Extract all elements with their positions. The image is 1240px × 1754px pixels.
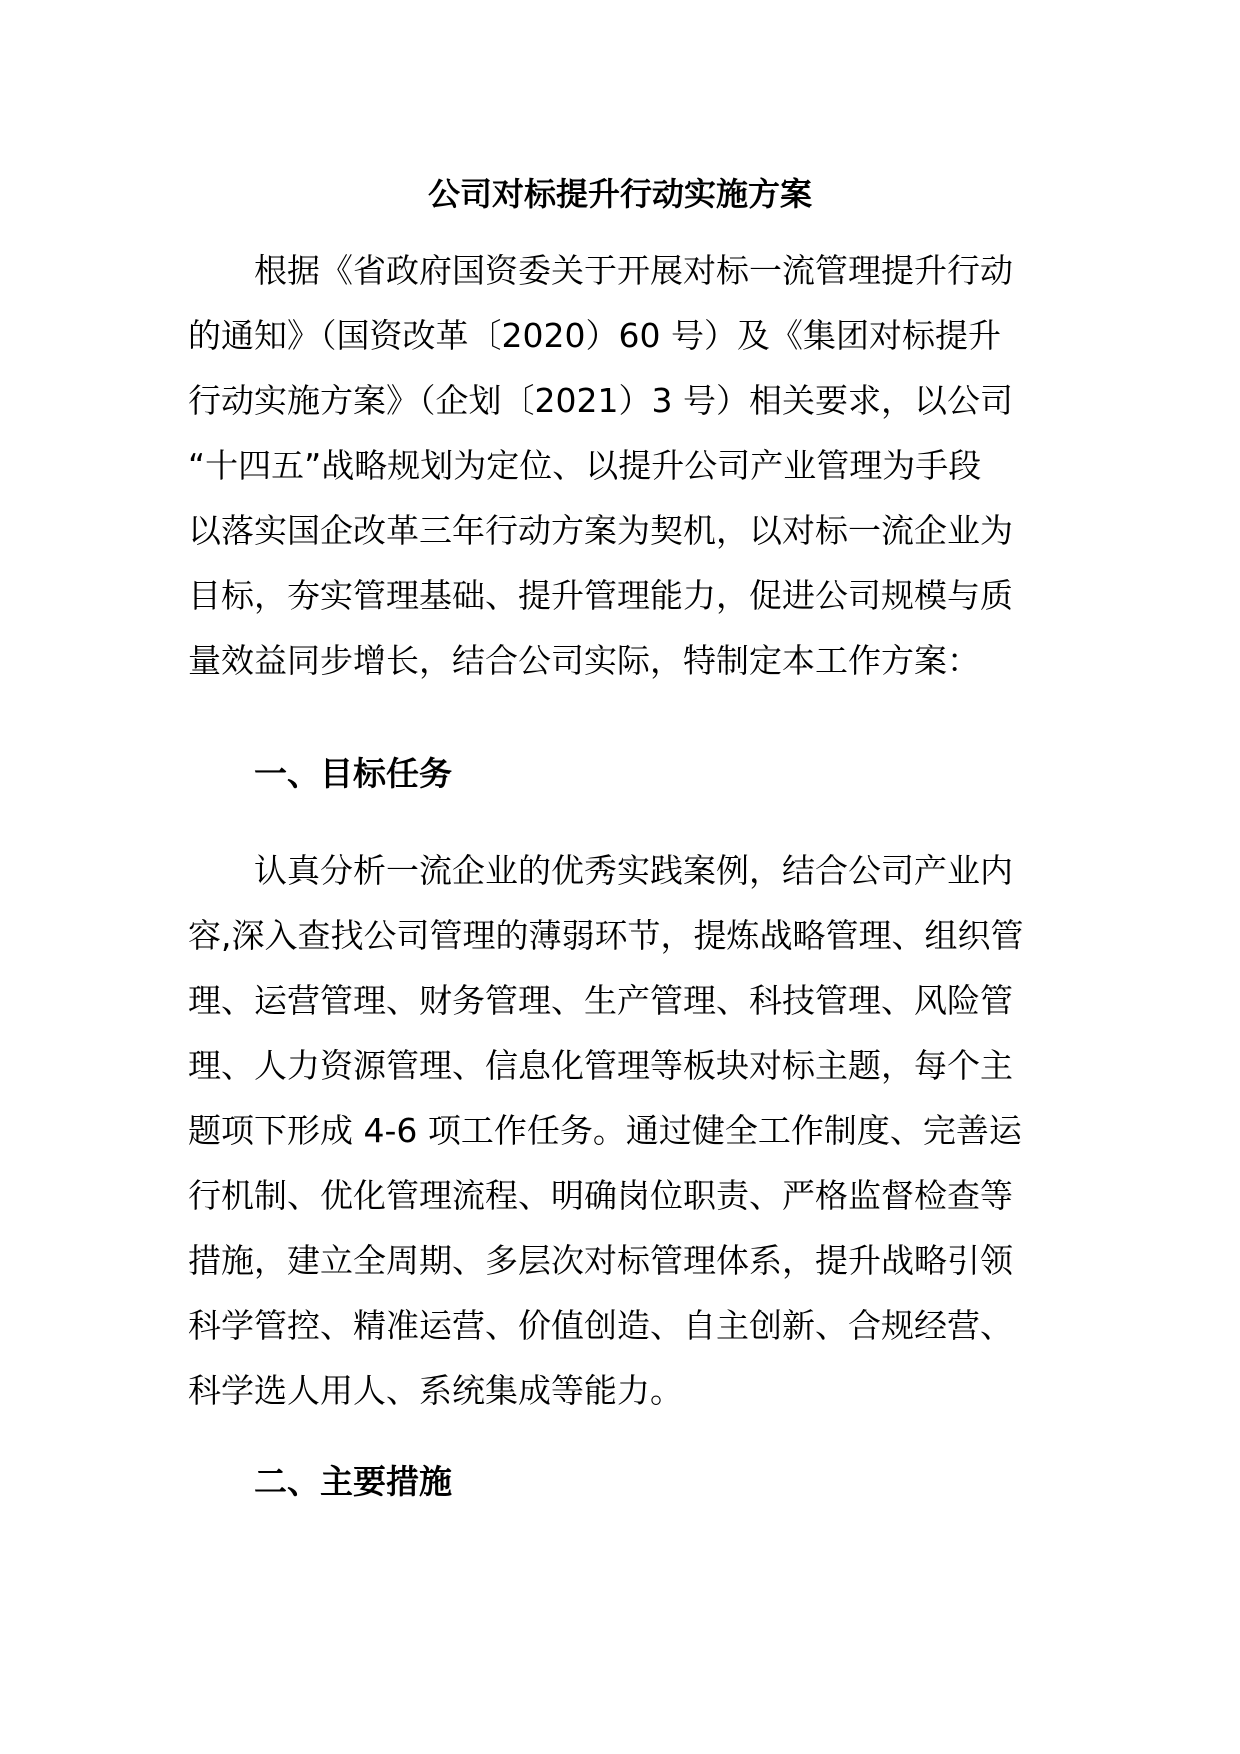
section1-line: 题项下形成 4-6 项工作任务。通过健全工作制度、完善运 xyxy=(188,1111,1022,1150)
section1-line: 容,深入查找公司管理的薄弱环节，提炼战略管理、组织管 xyxy=(188,916,1024,955)
intro-line: 行动实施方案》（企划〔2021）3 号）相关要求，以公司 xyxy=(188,381,1013,420)
section-heading-goals: 一、目标任务 xyxy=(254,754,452,793)
document-title: 公司对标提升行动实施方案 xyxy=(427,175,812,213)
section1-line: 理、人力资源管理、信息化管理等板块对标主题，每个主 xyxy=(188,1046,1013,1085)
intro-line: 根据《省政府国资委关于开展对标一流管理提升行动 xyxy=(254,251,1013,290)
intro-line: 目标，夯实管理基础、提升管理能力，促进公司规模与质 xyxy=(188,576,1013,615)
section-heading-measures: 二、主要措施 xyxy=(254,1462,452,1501)
section1-line: 措施，建立全周期、多层次对标管理体系，提升战略引领 xyxy=(188,1241,1013,1280)
section1-line: 科学选人用人、系统集成等能力。 xyxy=(188,1371,683,1410)
intro-line: 的通知》（国资改革〔2020）60 号）及《集团对标提升 xyxy=(188,316,1001,355)
section1-paragraph xyxy=(188,838,1068,1423)
intro-line: “十四五”战略规划为定位、以提升公司产业管理为手段 xyxy=(188,446,982,485)
section1-line: 科学管控、精准运营、价值创造、自主创新、合规经营、 xyxy=(188,1306,1013,1345)
section1-line: 认真分析一流企业的优秀实践案例，结合公司产业内 xyxy=(254,851,1013,890)
intro-line: 量效益同步增长，结合公司实际，特制定本工作方案： xyxy=(188,641,980,680)
section1-line: 理、运营管理、财务管理、生产管理、科技管理、风险管 xyxy=(188,981,1013,1020)
intro-line: 以落实国企改革三年行动方案为契机，以对标一流企业为 xyxy=(188,511,1013,550)
section1-line: 行机制、优化管理流程、明确岗位职责、严格监督检查等 xyxy=(188,1176,1013,1215)
intro-paragraph xyxy=(188,238,1068,693)
